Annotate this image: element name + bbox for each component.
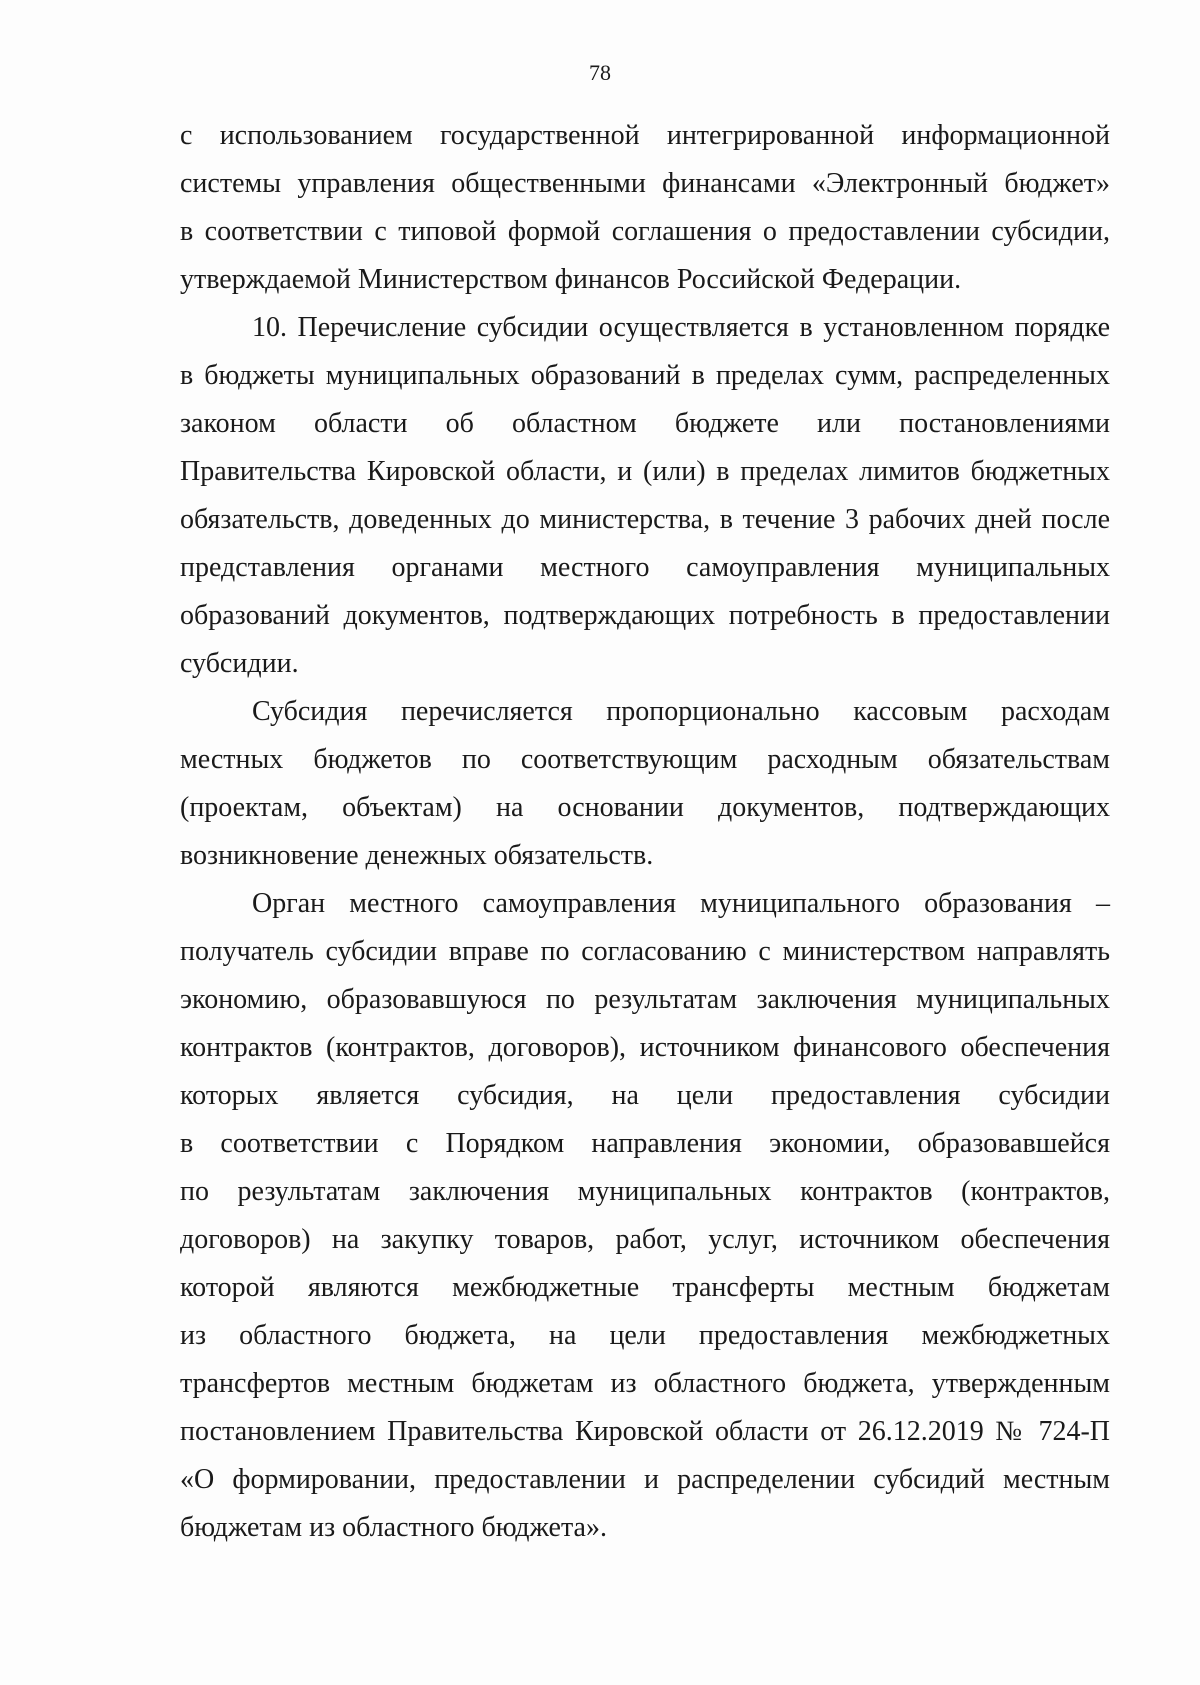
text-line: экономию, образовавшуюся по результатам заключения муниципальных [180, 984, 1110, 1015]
text-line: которых является субсидия, на цели предоставления субсидии [180, 1080, 1110, 1111]
document-body [180, 112, 1110, 1552]
text-line: Субсидия перечисляется пропорционально кассовым расходам [252, 696, 1110, 727]
page-number: 78 [589, 60, 611, 85]
text-line: контрактов (контрактов, договоров), источником финансового обеспечения [180, 1032, 1110, 1063]
text-line: возникновение денежных обязательств. [180, 840, 654, 871]
text-line: трансфертов местным бюджетам из областного бюджета, утвержденным [180, 1368, 1110, 1399]
text-line: законом области об областном бюджете или постановлениями [180, 408, 1110, 439]
text-line: получатель субсидии вправе по согласованию с министерством направлять [180, 936, 1110, 967]
text-line: по результатам заключения муниципальных контрактов (контрактов, [180, 1176, 1110, 1207]
text-line: которой являются межбюджетные трансферты местным бюджетам [180, 1272, 1110, 1303]
text-line: утверждаемой Министерством финансов Российской Федерации. [180, 264, 962, 295]
text-line: договоров) на закупку товаров, работ, услуг, источником обеспечения [180, 1224, 1110, 1255]
text-line: обязательств, доведенных до министерства, в течение 3 рабочих дней после [180, 504, 1110, 535]
text-line: постановлением Правительства Кировской области от 26.12.2019 № 724-П [180, 1416, 1110, 1447]
text-line: (проектам, объектам) на основании документов, подтверждающих [180, 792, 1110, 823]
text-line: в соответствии с типовой формой соглашения о предоставлении субсидии, [180, 216, 1110, 247]
text-line: «О формировании, предоставлении и распределении субсидий местным [180, 1464, 1110, 1495]
text-line: с использованием государственной интегрированной информационной [180, 120, 1110, 151]
text-line: 10. Перечисление субсидии осуществляется в установленном порядке [252, 312, 1110, 343]
text-line: представления органами местного самоуправления муниципальных [180, 552, 1110, 583]
text-line: в бюджеты муниципальных образований в пределах сумм, распределенных [180, 360, 1110, 391]
text-line: из областного бюджета, на цели предоставления межбюджетных [180, 1320, 1110, 1351]
text-line: в соответствии с Порядком направления экономии, образовавшейся [180, 1128, 1110, 1159]
text-line: Орган местного самоуправления муниципального образования – [252, 888, 1110, 919]
text-line: местных бюджетов по соответствующим расходным обязательствам [180, 744, 1110, 775]
text-line: субсидии. [180, 648, 299, 679]
text-line: бюджетам из областного бюджета». [180, 1512, 607, 1543]
text-line: Правительства Кировской области, и (или) в пределах лимитов бюджетных [180, 456, 1110, 487]
text-line: образований документов, подтверждающих потребность в предоставлении [180, 600, 1110, 631]
text-line: системы управления общественными финансами «Электронный бюджет» [180, 168, 1110, 199]
